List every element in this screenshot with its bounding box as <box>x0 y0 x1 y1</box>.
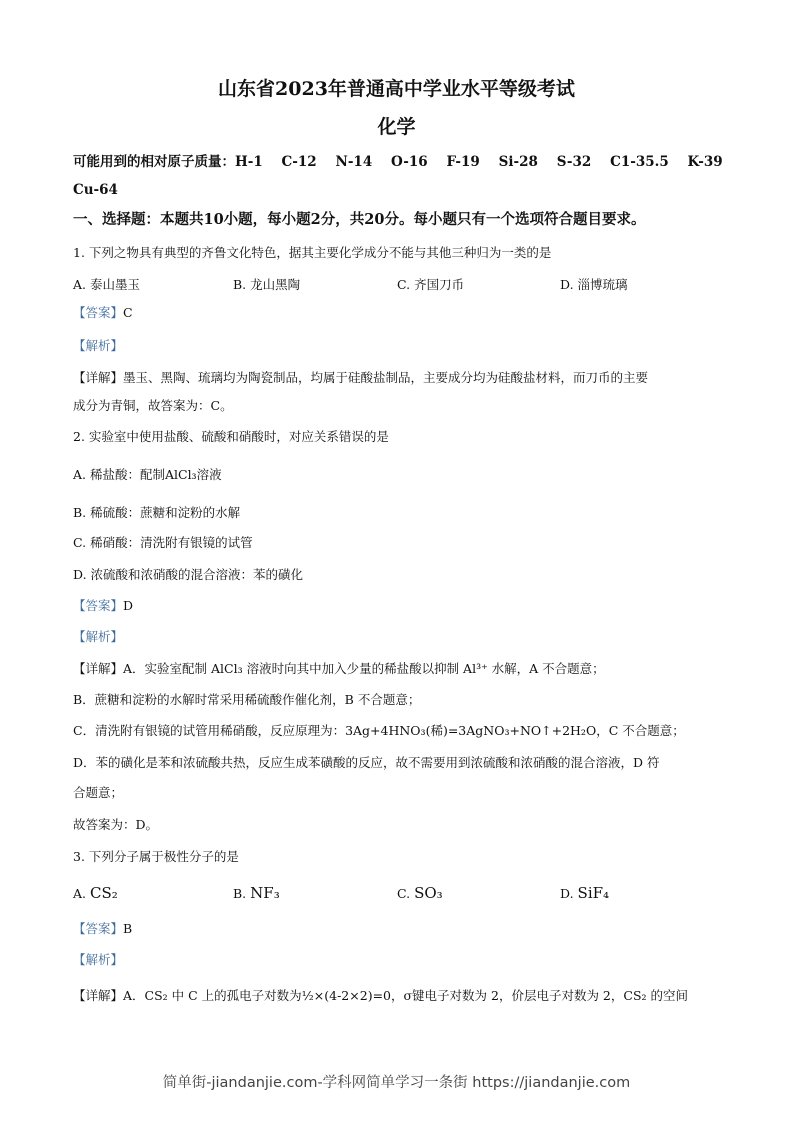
q3-answer <box>73 921 132 937</box>
q2-stem: 2. 实验室中使用盐酸、硫酸和硝酸时，对应关系错误的是 <box>73 429 389 444</box>
q1-detail-cont: 成分为青铜，故答案为：C。 <box>73 398 233 413</box>
option-formula: SO₃ <box>414 884 443 902</box>
detail-tag: 【详解】 <box>73 661 124 676</box>
q2-option-c: C. 稀硝酸：清洗附有银镜的试管 <box>73 535 253 550</box>
option-letter: B. <box>233 886 247 901</box>
option-letter: A. <box>73 886 87 901</box>
q2-answer <box>73 598 133 614</box>
q1-stem: 1. 下列之物具有典型的齐鲁文化特色，据其主要化学成分不能与其他三种归为一类的是 <box>73 245 552 260</box>
q2-option-b: B. 稀硫酸：蔗糖和淀粉的水解 <box>73 505 241 520</box>
q2-option-d: D. 浓硫酸和浓硝酸的混合溶液：苯的磺化 <box>73 567 304 582</box>
option-letter: C. <box>397 886 411 901</box>
section-heading: 一、选择题：本题共10小题，每小题2分，共20分。每小题只有一个选项符合题目要求。 <box>73 211 646 228</box>
q2-detail-b: B．蔗糖和淀粉的水解时常采用稀硫酸作催化剂，B 不合题意； <box>73 692 421 707</box>
q3-detail <box>73 988 688 1004</box>
answer-tag: 【答案】 <box>73 598 124 613</box>
q2-conclusion: 故答案为：D。 <box>73 817 159 832</box>
detail-text: A．实验室配制 AlCl₃ 溶液时向其中加入少量的稀盐酸以抑制 Al³⁺ 水解，A 不合题意； <box>123 661 605 676</box>
exam-title: 山东省2023年普通高中学业水平等级考试 <box>218 78 575 100</box>
answer-tag: 【答案】 <box>73 305 124 320</box>
q3-option-a <box>73 884 118 902</box>
answer-value: B <box>123 921 133 936</box>
q1-option-b: B. 龙山黑陶 <box>233 277 301 292</box>
q2-detail <box>73 661 605 677</box>
atomic-masses: 可能用到的相对原子质量：H-1 C-12 N-14 O-16 F-19 Si-28 S-32 C1-35.5 K-39 <box>73 154 723 170</box>
q2-detail-c: C．清洗附有银镜的试管用稀硝酸，反应原理为：3Ag+4HNO₃(稀)=3AgNO₃+NO↑+2H₂O，C 不合题意； <box>73 723 685 738</box>
q1-answer <box>73 305 133 321</box>
q2-analysis-tag: 【解析】 <box>73 629 124 644</box>
answer-value: D <box>123 598 134 613</box>
atomic-masses-cont: Cu-64 <box>73 182 118 198</box>
option-formula: NF₃ <box>250 884 280 902</box>
footer-watermark: 简单街-jiandanjie.com-学科网简单学习一条街 https://jiandanjie.com <box>162 1075 631 1091</box>
answer-tag: 【答案】 <box>73 921 124 936</box>
detail-text: 墨玉、黑陶、琉璃均为陶瓷制品，均属于硅酸盐制品，主要成分均为硅酸盐材料，而刀币的主要 <box>123 370 649 385</box>
detail-text: A．CS₂ 中 C 上的孤电子对数为½×(4-2×2)=0，σ键电子对数为 2，价层电子对数为 2，CS₂ 的空间 <box>123 988 688 1003</box>
option-formula: SiF₄ <box>577 884 610 902</box>
q1-option-c: C. 齐国刀币 <box>397 277 465 292</box>
option-formula: CS₂ <box>90 884 118 902</box>
q3-option-c <box>397 884 443 902</box>
q1-detail <box>73 370 648 386</box>
q2-detail-d: D．苯的磺化是苯和浓硫酸共热，反应生成苯磺酸的反应，故不需要用到浓硫酸和浓硝酸的混合溶液，D 符 <box>73 755 660 770</box>
q3-analysis-tag: 【解析】 <box>73 952 124 967</box>
q2-detail-d-cont: 合题意； <box>73 785 124 800</box>
option-letter: D. <box>560 886 574 901</box>
q1-option-d: D. 淄博琉璃 <box>560 277 628 292</box>
answer-value: C <box>123 305 133 320</box>
q3-option-d <box>560 884 609 902</box>
subject-title: 化学 <box>377 116 416 138</box>
q3-stem: 3. 下列分子属于极性分子的是 <box>73 849 239 864</box>
q1-option-a: A. 泰山墨玉 <box>73 277 140 292</box>
q3-option-b <box>233 884 280 902</box>
detail-tag: 【详解】 <box>73 370 124 385</box>
q1-analysis-tag: 【解析】 <box>73 338 124 353</box>
detail-tag: 【详解】 <box>73 988 124 1003</box>
q2-option-a: A. 稀盐酸：配制AlCl₃溶液 <box>73 467 222 482</box>
